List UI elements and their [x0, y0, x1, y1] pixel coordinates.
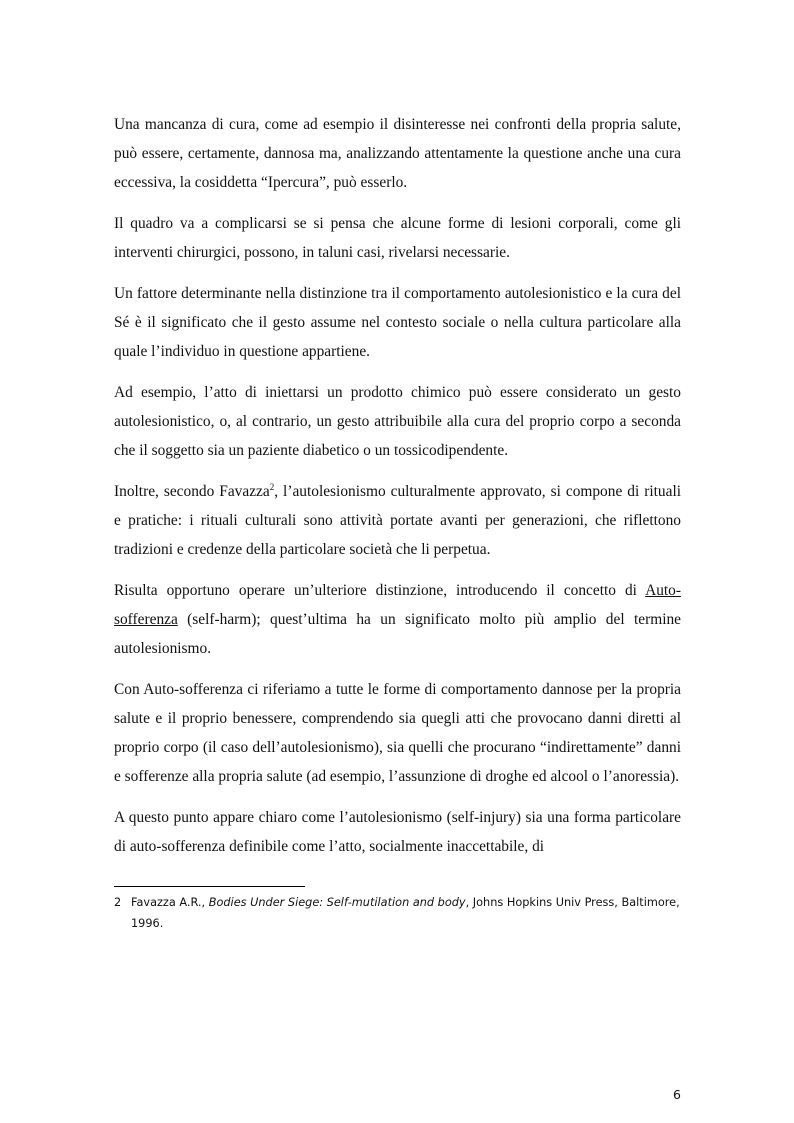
paragraph-3: Un fattore determinante nella distinzione tra il comportamento autolesionistico e la cura del Sé è il significato che il gesto assume nel contesto sociale o nella cultura particolare alla quale l’individuo in questione appartiene. [114, 285, 681, 360]
footnote-number: 2 [114, 896, 122, 909]
paragraph-6-start: Risulta opportuno operare un’ulteriore distinzione, introducendo il concetto di [114, 582, 646, 599]
footnote-author: Favazza A.R., [131, 896, 209, 909]
footnote-publisher: , Johns Hopkins Univ Press, Baltimore, 1996. [131, 896, 680, 930]
body-text [114, 110, 681, 873]
footnote-divider [114, 886, 305, 887]
paragraph-1: Una mancanza di cura, come ad esempio il disinteresse nei confronti della propria salute, può essere, certamente, dannosa ma, analizzando attentamente la questione anche una cura eccessiva, la cosiddetta “Ipercura”, può esserlo. [114, 116, 681, 191]
paragraph-4: Ad esempio, l’atto di iniettarsi un prodotto chimico può essere considerato un gesto autolesionistico, o, al contrario, un gesto attribuibile alla cura del proprio corpo a seconda che il soggetto sia un paziente diabetico o un tossicodipendente. [114, 384, 681, 459]
footnote-title: Bodies Under Siege: Self-mutilation and body [208, 896, 466, 909]
page-number: 6 [673, 1087, 681, 1102]
paragraph-5 [114, 477, 681, 564]
underlined-term: Auto-sofferenza [114, 582, 681, 628]
paragraph-8: A questo punto appare chiaro come l’autolesionismo (self-injury) sia una forma particolare di auto-sofferenza definibile come l’atto, socialmente inaccettabile, di [114, 809, 681, 855]
paragraph-6 [114, 576, 681, 663]
paragraph-6-end: (self-harm); quest’ultima ha un significato molto più amplio del termine autolesionismo. [114, 611, 681, 657]
paragraph-5-end: , l’autolesionismo culturalmente approvato, si compone di rituali e pratiche: i rituali culturali sono attività portate avanti per generazioni, che riflettono tradizioni e credenze della particolare società che li perpetua. [114, 483, 681, 558]
paragraph-5-start: Inoltre, secondo Favazza [114, 483, 270, 500]
paragraph-2: Il quadro va a complicarsi se si pensa che alcune forme di lesioni corporali, come gli interventi chirurgici, possono, in taluni casi, rivelarsi necessarie. [114, 215, 681, 261]
footnote-reference[interactable]: 2 [269, 482, 275, 492]
footnote-text [114, 892, 681, 934]
paragraph-7: Con Auto-sofferenza ci riferiamo a tutte le forme di comportamento dannose per la propria salute e il proprio benessere, comprendendo sia quegli atti che provocano danni diretti al proprio corpo (il caso dell’autolesionismo), sia quelli che procurano “indirettamente” danni e sofferenze alla propria salute (ad esempio, l’assunzione di droghe ed alcool o l’anoressia). [114, 681, 681, 785]
footnote [114, 892, 681, 934]
